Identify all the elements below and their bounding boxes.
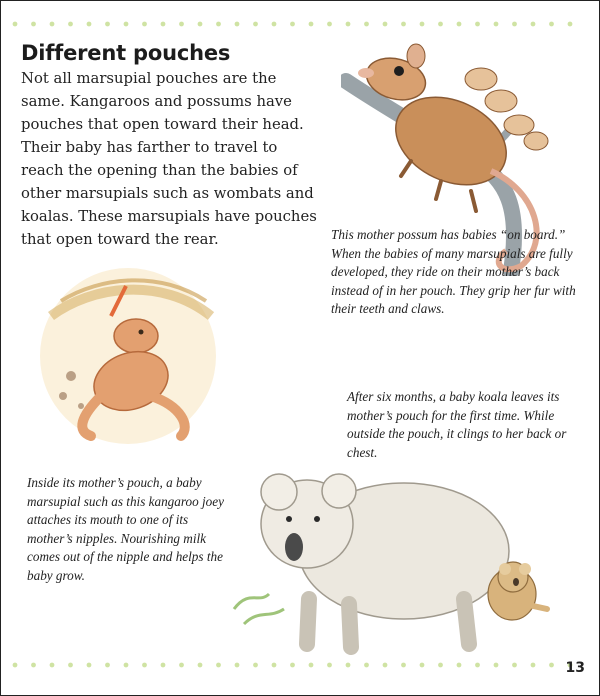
intro-paragraph: Not all marsupial pouches are the same. Kangaroos and possums have pouches that open toward their head. Their baby has farther to travel to reach the opening than the babies of other marsupials such as wombats and koalas. These marsupials have pouches that open toward the rear.	[21, 70, 317, 248]
border-dot	[87, 22, 92, 27]
border-dot	[494, 663, 499, 668]
border-dot	[216, 22, 221, 27]
top-dot-border	[1, 19, 599, 29]
border-dot	[161, 663, 166, 668]
possum-caption: This mother possum has babies “on board.” When the babies of many marsupials are fully developed, they ride on their mother’s back instead of in her pouch. They grip her fur with their teeth and claws.	[331, 227, 576, 316]
border-dot	[420, 22, 425, 27]
border-dot	[494, 22, 499, 27]
border-dot	[531, 663, 536, 668]
border-dot	[420, 663, 425, 668]
border-dot	[549, 663, 554, 668]
koala-caption: After six months, a baby koala leaves its mother’s pouch for the first time. While outside the pouch, it clings to her back or chest.	[347, 389, 567, 460]
border-dot	[124, 663, 129, 668]
border-dot	[13, 663, 18, 668]
border-dot	[512, 663, 517, 668]
border-dot	[13, 22, 18, 27]
border-dot	[549, 22, 554, 27]
border-dot	[401, 22, 406, 27]
border-dot	[105, 22, 110, 27]
border-dot	[216, 663, 221, 668]
border-dot	[124, 22, 129, 27]
border-dot	[457, 22, 462, 27]
koala-with-baby-illustration	[229, 459, 559, 655]
border-dot	[531, 22, 536, 27]
border-dot	[179, 22, 184, 27]
border-dot	[364, 22, 369, 27]
border-dot	[309, 22, 314, 27]
border-dot	[401, 663, 406, 668]
border-dot	[438, 663, 443, 668]
border-dot	[272, 22, 277, 27]
joey-caption: Inside its mother’s pouch, a baby marsupial such as this kangaroo joey attaches its mouth to one of its mother’s nipples. Nourishing milk comes out of the nipple and helps the baby grow.	[27, 475, 224, 583]
border-dot	[512, 22, 517, 27]
border-dot	[475, 663, 480, 668]
border-dot	[179, 663, 184, 668]
border-dot	[327, 22, 332, 27]
bottom-dot-border	[1, 660, 599, 670]
border-dot	[142, 663, 147, 668]
border-dot	[383, 22, 388, 27]
border-dot	[161, 22, 166, 27]
border-dot	[290, 22, 295, 27]
border-dot	[568, 22, 573, 27]
border-dot	[253, 22, 258, 27]
border-dot	[253, 663, 258, 668]
border-dot	[50, 663, 55, 668]
border-dot	[198, 22, 203, 27]
kangaroo-joey-illustration	[31, 256, 226, 451]
border-dot	[235, 22, 240, 27]
border-dot	[346, 22, 351, 27]
border-dot	[309, 663, 314, 668]
border-dot	[87, 663, 92, 668]
border-dot	[383, 663, 388, 668]
border-dot	[364, 663, 369, 668]
border-dot	[327, 663, 332, 668]
border-dot	[235, 663, 240, 668]
border-dot	[438, 22, 443, 27]
border-dot	[346, 663, 351, 668]
page-heading: Different pouches	[21, 41, 231, 65]
border-dot	[68, 22, 73, 27]
border-dot	[31, 22, 36, 27]
border-dot	[272, 663, 277, 668]
border-dot	[290, 663, 295, 668]
page-number: 13	[565, 660, 585, 676]
border-dot	[50, 22, 55, 27]
border-dot	[142, 22, 147, 27]
border-dot	[475, 22, 480, 27]
border-dot	[68, 663, 73, 668]
border-dot	[457, 663, 462, 668]
border-dot	[31, 663, 36, 668]
border-dot	[105, 663, 110, 668]
border-dot	[198, 663, 203, 668]
